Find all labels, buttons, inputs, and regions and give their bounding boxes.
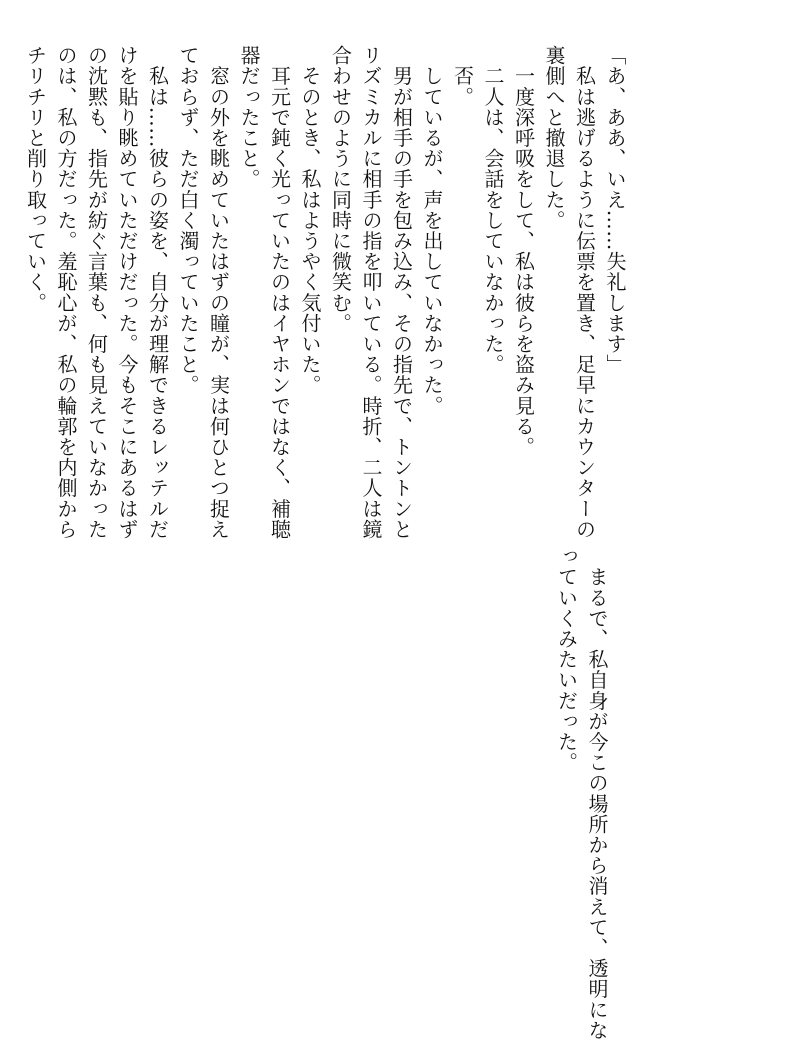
text-line: 否。: [450, 45, 475, 107]
text-line: のは、私の方だった。羞恥心が、私の輪郭を内側から: [54, 45, 78, 540]
text-line: チリチリと削り取っていく。: [23, 45, 48, 313]
text-block-upper: [20, 45, 630, 540]
text-line: 私は逃げるように伝票を置き、足早にカウンターの: [572, 45, 597, 540]
text-line: 二人は、会話をしていなかった。: [481, 45, 505, 375]
text-line: 私は……彼らの姿を、自分が理解できるレッテルだ: [145, 45, 170, 540]
text-line: けを貼り眺めていただけだった。今もそこにあるはず: [115, 45, 139, 540]
text-line: 窓の外を眺めていたはずの瞳が、実は何ひとつ捉え: [206, 45, 231, 540]
text-line: 一度深呼吸をして、私は彼らを盗み見る。: [511, 45, 536, 457]
text-line: リズミカルに相手の指を叩いている。時折、二人は鏡: [359, 45, 383, 540]
text-line: 器だったこと。: [237, 45, 261, 190]
text-line: そのとき、私はようやく気付いた。: [298, 45, 322, 396]
text-line: ておらず、ただ白く濁っていたこと。: [176, 45, 200, 396]
text-line: 裏側へと撤退した。: [542, 45, 566, 231]
text-line: しているが、声を出していなかった。: [420, 45, 444, 416]
text-line: っていくみたいだった。: [554, 546, 579, 773]
text-line: 男が相手の手を包み込み、その指先で、トントンと: [389, 45, 414, 540]
text-line: の沈黙も、指先が紡ぐ言葉も、何も見えていなかった: [84, 45, 109, 540]
text-block-lower: [551, 546, 612, 1040]
text-line: まるで、私自身が今この場所から消えて、透明にな: [585, 546, 609, 1040]
text-line: 耳元で鈍く光っていたのはイヤホンではなく、補聴: [267, 45, 292, 540]
text-line: 合わせのように同時に微笑む。: [328, 45, 353, 334]
text-line: 「あ、ああ、いえ……失礼します」: [603, 45, 627, 375]
